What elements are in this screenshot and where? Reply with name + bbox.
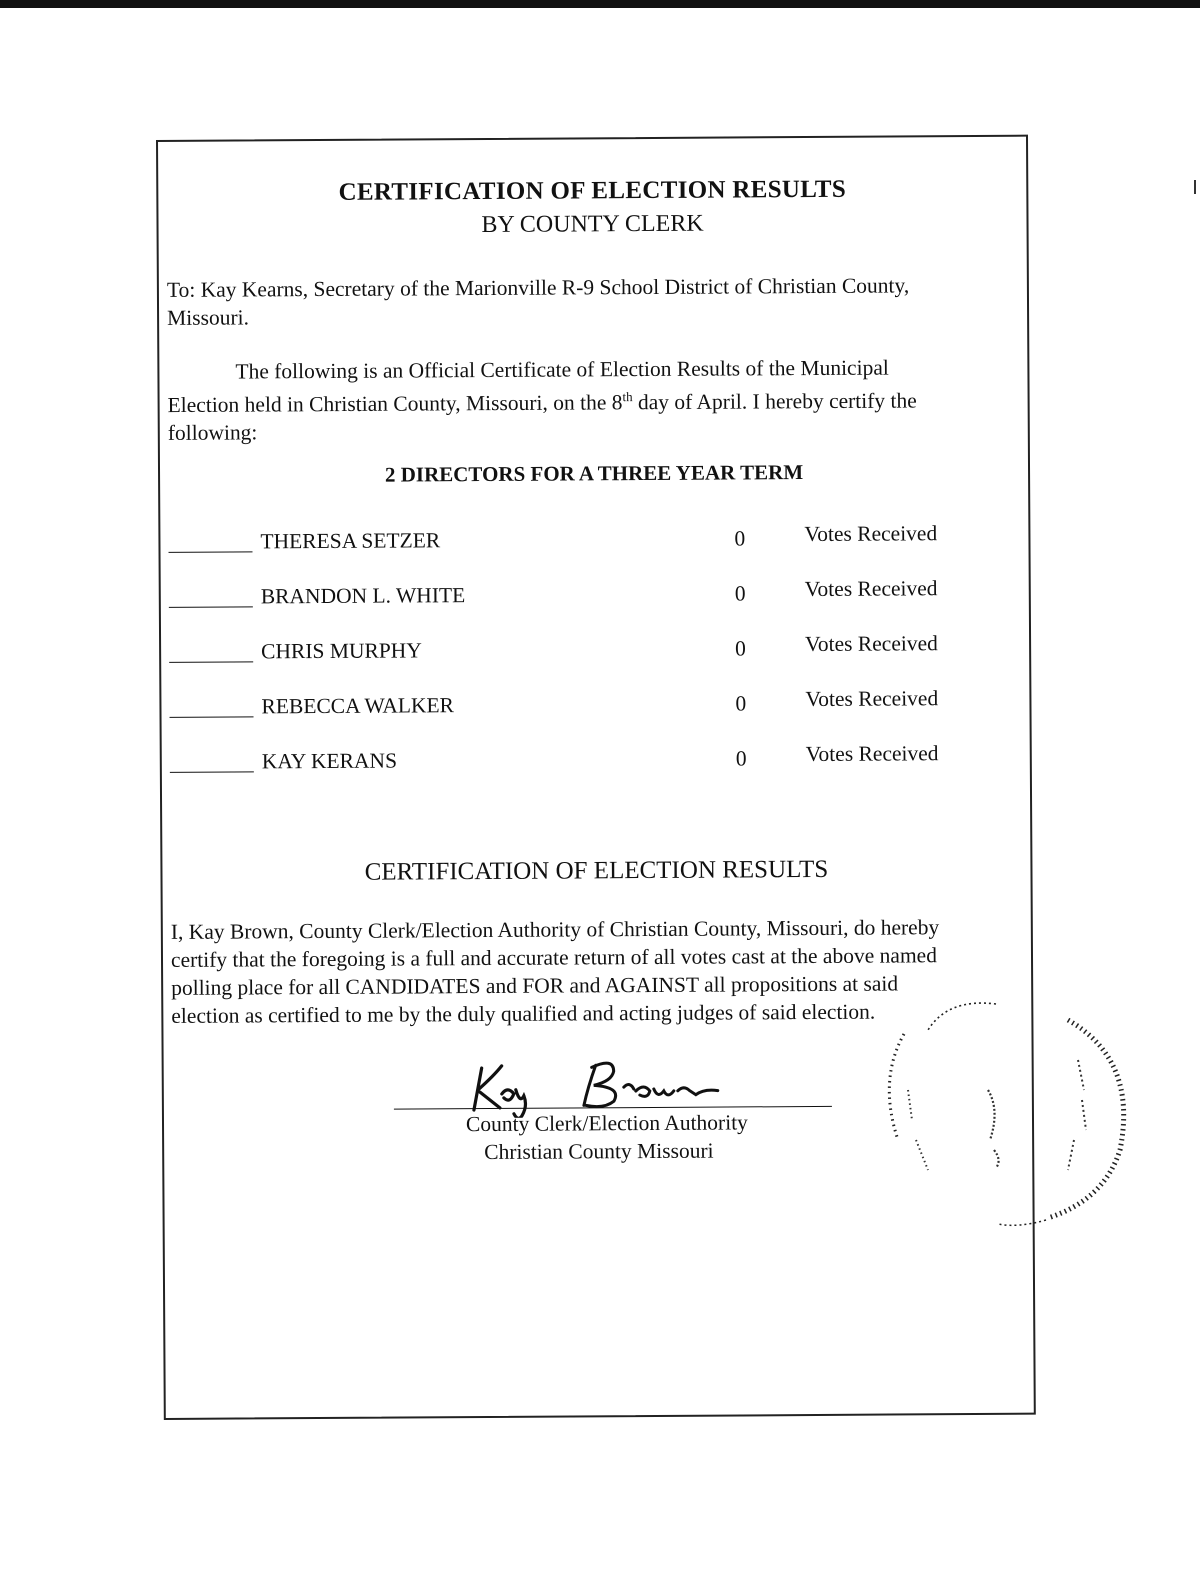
addressee-line-1: To: Kay Kearns, Secretary of the Marionville R-9 School District of Christian County,	[166, 273, 910, 302]
section-title: 2 DIRECTORS FOR A THREE YEAR TERM	[384, 460, 804, 487]
candidate-votes: 0	[735, 746, 747, 771]
candidate-votes: 0	[734, 581, 746, 606]
votes-label: Votes Received	[805, 741, 939, 767]
candidate-name: KAY KERANS	[261, 748, 398, 774]
scan-mark-right	[1194, 180, 1196, 194]
winner-mark-blank	[169, 551, 253, 553]
certification-heading: CERTIFICATION OF ELECTION RESULTS	[364, 855, 829, 886]
winner-mark-blank	[170, 771, 254, 773]
cert-line-3: polling place for all CANDIDATES and FOR and AGAINST all propositions at said	[171, 971, 899, 1000]
votes-label: Votes Received	[805, 631, 938, 657]
county-seal-stamp	[868, 1000, 1148, 1240]
cert-line-4: election as certified to me by the duly qualified and acting judges of said election.	[171, 999, 876, 1028]
intro-line-2b: day of April. I hereby certify the	[632, 388, 917, 415]
candidate-name: CHRIS MURPHY	[261, 638, 422, 664]
document-title: CERTIFICATION OF ELECTION RESULTS	[338, 175, 847, 206]
candidate-votes: 0	[735, 636, 746, 661]
signer-title: County Clerk/Election Authority	[465, 1110, 748, 1137]
signer-location: Christian County Missouri	[484, 1138, 714, 1165]
candidate-name: THERESA SETZER	[260, 528, 441, 554]
votes-label: Votes Received	[804, 576, 938, 602]
winner-mark-blank	[169, 661, 253, 663]
candidate-name: BRANDON L. WHITE	[260, 583, 466, 609]
candidate-row	[169, 578, 969, 613]
candidate-row	[169, 688, 969, 723]
cert-line-1: I, Kay Brown, County Clerk/Election Authority of Christian County, Missouri, do hereby	[170, 915, 940, 944]
certification-paragraph	[171, 913, 940, 1030]
votes-label: Votes Received	[805, 686, 939, 712]
winner-mark-blank	[170, 716, 254, 718]
winner-mark-blank	[169, 606, 253, 608]
intro-paragraph	[167, 353, 917, 447]
candidate-row	[170, 743, 970, 778]
candidate-votes: 0	[734, 526, 746, 551]
addressee	[167, 271, 910, 332]
candidate-name: REBECCA WALKER	[261, 693, 455, 719]
intro-sup: th	[622, 389, 633, 405]
intro-line-2a: Election held in Christian County, Missouri, on the 8	[167, 390, 623, 418]
document-subtitle: BY COUNTY CLERK	[481, 210, 704, 239]
votes-label: Votes Received	[804, 521, 938, 547]
intro-line-1: The following is an Official Certificate of Election Results of the Municipal	[235, 355, 889, 384]
addressee-line-2: Missouri.	[167, 305, 250, 330]
candidate-row	[169, 633, 969, 668]
intro-line-2	[168, 381, 917, 419]
cert-line-2: certify that the foregoing is a full and accurate return of all votes cast at the above named	[170, 943, 937, 972]
intro-line-3: following:	[167, 420, 258, 446]
scan-edge-top	[0, 0, 1200, 8]
candidate-row	[168, 523, 968, 558]
candidate-votes: 0	[735, 691, 747, 716]
